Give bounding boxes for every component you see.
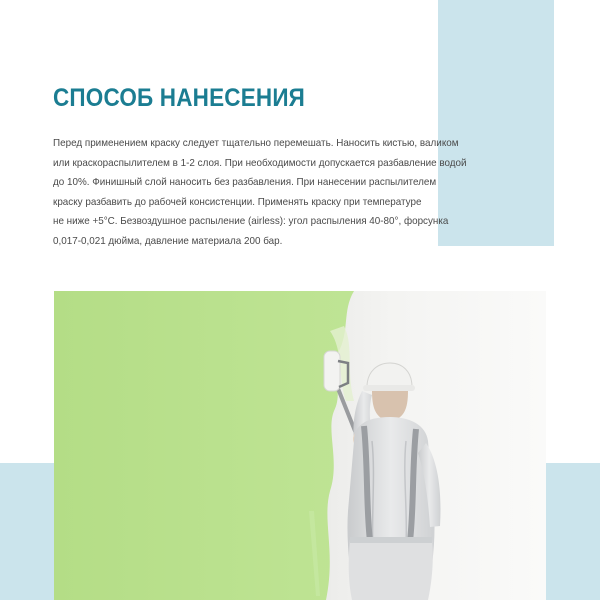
instruction-line: или краскораспылителем в 1-2 слоя. При необходимости допускается разбавление водой [53, 156, 467, 169]
overalls [349, 539, 433, 600]
instruction-line: 0,017-0,021 дюйма, давление материала 200 бар. [53, 234, 283, 247]
instruction-line: Перед применением краску следует тщательно перемешать. Наносить кистью, валиком [53, 137, 459, 149]
decor-block-bottom-right [546, 463, 600, 600]
instruction-line: до 10%. Финишный слой наносить без разбавления. При нанесении распылителем [53, 176, 437, 189]
instruction-line: не ниже +5°С. Безвоздушное распыление (airless): угол распыления 40-80°, форсунка [53, 215, 449, 228]
section-title: СПОСОБ НАНЕСЕНИЯ [53, 84, 306, 112]
decor-block-top-right [438, 0, 554, 246]
painter-photo [54, 291, 546, 600]
application-instructions [53, 134, 467, 252]
instruction-line: краску разбавить до рабочей консистенции. Применять краску при температуре [53, 195, 422, 208]
decor-block-bottom-left [0, 463, 54, 600]
